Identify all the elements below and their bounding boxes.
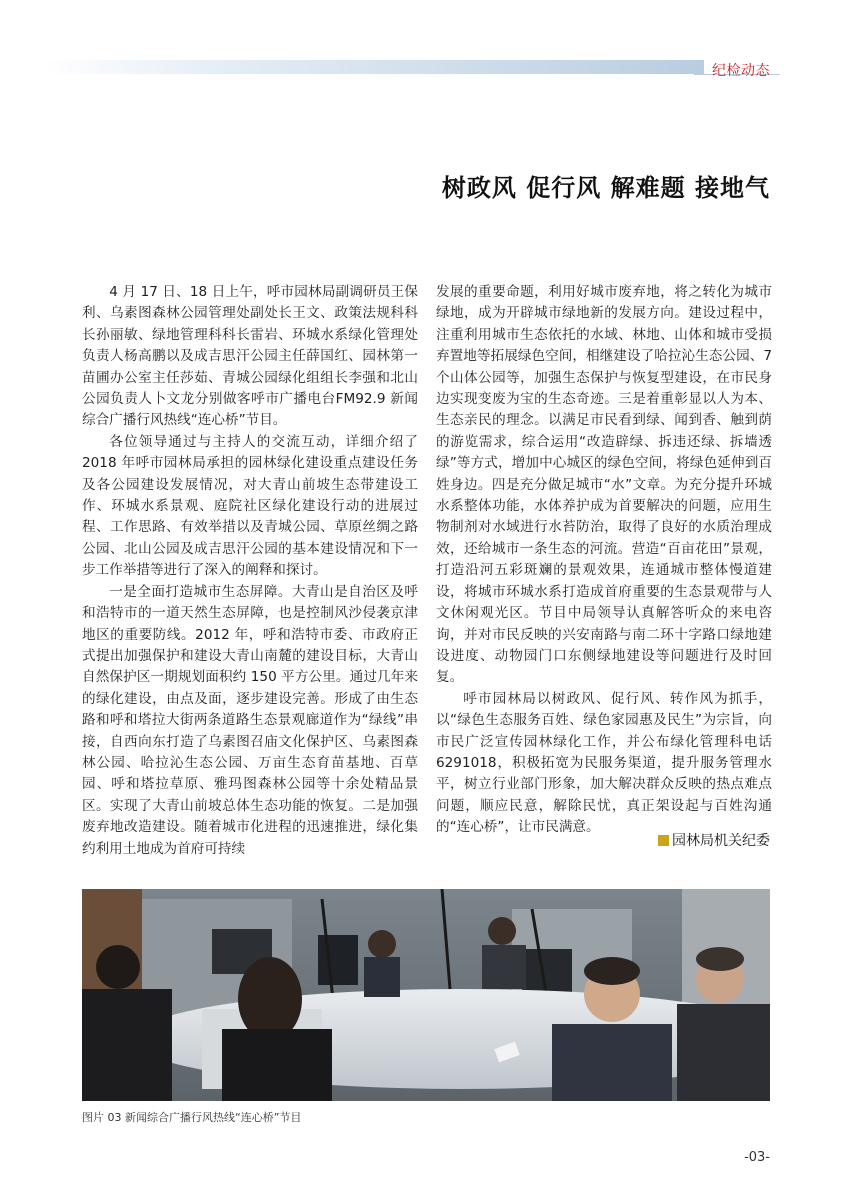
section-tag: 纪检动态 [712,63,770,79]
article-title: 树政风 促行风 解难题 接地气 [441,174,770,202]
paragraph-4: 呼市园林局以树政风、促行风、转作风为抓手，以“绿色生态服务百姓、绿色家园惠及民生”为宗旨，向市民广泛宣传园林绿化工作，并公布绿化管理科电话 6291018，积极拓宽为民服务渠道，提升服务管理水平，树立行业部门形象，加大解决群众反映的热点难点问题，顺应民意，解除民忧，真正架设起与百姓沟通的“连心桥”，让市民满意。 [436,690,772,836]
signature-text: 园林局机关纪委 [672,833,770,849]
paragraph-3-continued: 发展的重要命题，利用好城市废弃地，将之转化为城市绿地，成为开辟城市绿地新的发展方向。建设过程中，注重利用城市生态依托的水域、林地、山体和城市受损弃置地等拓展绿色空间，相继建设了哈拉沁生态公园、7 个山体公园等，加强生态保护与恢复型建设，在市民身边实现变废为宝的生态奇迹。三是着重彰显以人为本、生态亲民的理念。以满足市民看到绿、闻到香、触到荫的游览需求，综合运用“改造辟绿、拆违还绿、拆墙透绿”等方式，增加中心城区的绿色空间，将绿色延伸到百姓身边。四是充分做足城市“水”文章。为充分提升环城水系整体功能，水体养护成为首要解决的问题，应用生物制剂对水域进行水苔防治，取得了良好的水质治理成效，还给城市一条生态的河流。营造“百亩花田”景观，打造沿河五彩斑斓的景观效果，连通城市整体慢道建设，将城市环城水系打造成首府重要的生态景观带与人文休闲观光区。节目中局领导认真解答听众的来电咨询，并对市民反映的兴安南路与南二环十字路口绿地建设进度、动物园门口东侧绿地建设等问题进行及时回复。 [436,284,772,686]
article-signature [658,830,770,850]
header-band [44,60,704,74]
page-number: -03- [744,1150,770,1165]
radio-studio-photo [82,889,770,1101]
paragraph-3: 一是全面打造城市生态屏障。大青山是自治区及呼和浩特市的一道天然生态屏障，也是控制风沙侵袭京津地区的重要防线。2012 年，呼和浩特市委、市政府正式提出加强保护和建设大青山南麓的建设目标，大青山自然保护区一期规划面积约 150 平方公里。通过几年来的绿化建设，由点及面，逐步建设完善。形成了由生态路和呼和塔拉大街两条道路生态景观廊道作为“绿线”串接，自西向东打造了乌素图召庙文化保护区、乌素图森林公园、哈拉沁生态公园、万亩生态育苗基地、百草园、呼和塔拉草原、雅玛图森林公园等十余处精品景区。实现了大青山前坡总体生态功能的恢复。二是加强废弃地改造建设。随着城市化进程的迅速推进，绿化集约利用土地成为首府可持续 [82,583,418,857]
paragraph-1: 4 月 17 日、18 日上午，呼市园林局副调研员王保利、乌素图森林公园管理处副处长王文、政策法规科科长孙丽敏、绿地管理科科长雷岩、环城水系绿化管理处负责人杨高鹏以及成吉思汗公园主任薛国红、园林第一苗圃办公室主任莎茹、青城公园绿化组组长李强和北山公园负责人卜文龙分别做客呼市广播电台FM92.9 新闻综合广播行风热线“连心桥”节目。 [82,284,418,429]
left-column [82,282,418,860]
paragraph-2: 各位领导通过与主持人的交流互动，详细介绍了2018 年呼市园林局承担的园林绿化建设重点建设任务及各公园建设发展情况，对大青山前坡生态带建设工作、环城水系景观、庭院社区绿化建设行动的进展过程、工作思路、有效举措以及青城公园、草原丝绸之路公园、北山公园及成吉思汗公园的基本建设情况和下一步工作举措等进行了深入的阐释和探讨。 [82,433,418,579]
signature-square-icon [658,835,669,846]
photo-caption: 图片 03 新闻综合广播行风热线“连心桥”节目 [82,1111,302,1124]
article-photo [82,889,770,1101]
right-column [436,282,772,839]
